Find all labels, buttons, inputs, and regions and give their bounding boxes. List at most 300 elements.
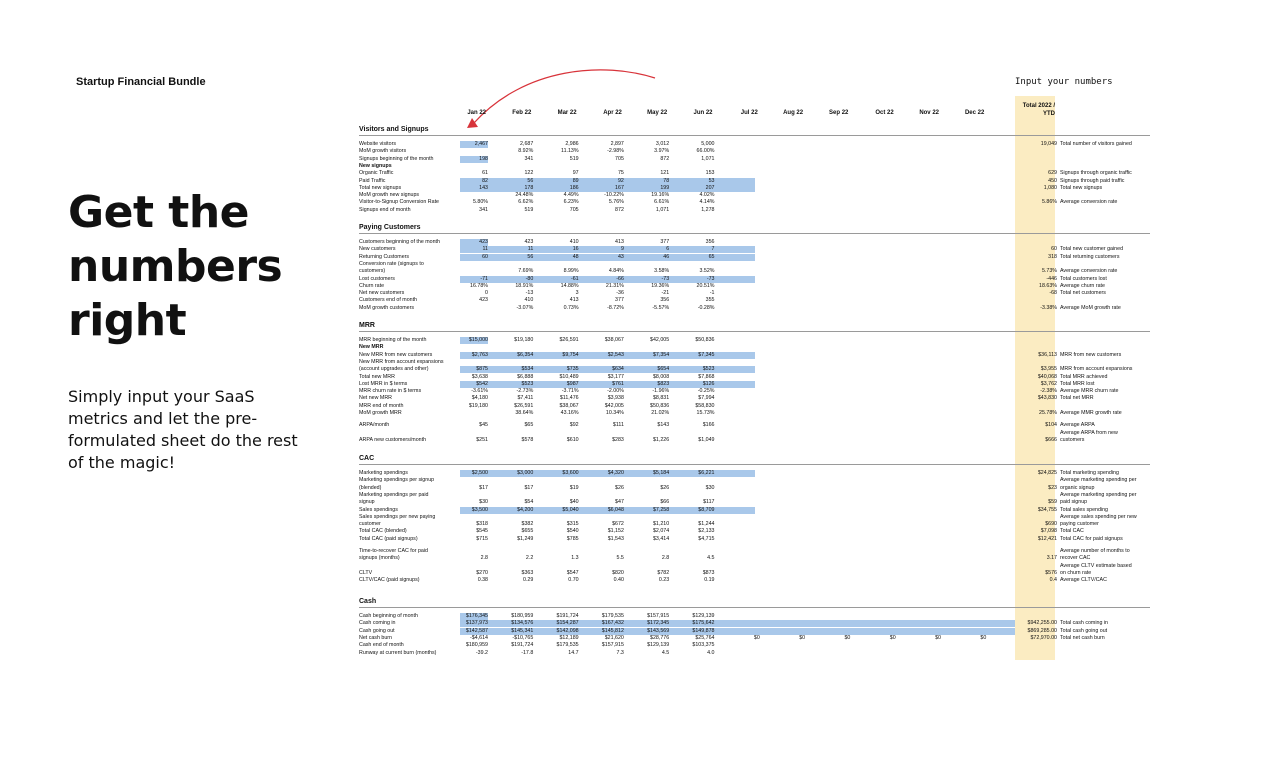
cell-value[interactable]: -80 — [525, 275, 534, 282]
row-label: Customers end of month — [359, 297, 417, 304]
cell-value: 6.62% — [518, 199, 534, 206]
cell-value: $26 — [615, 484, 624, 491]
cell-value: $11,476 — [559, 395, 579, 402]
cell-value: $3,414 — [652, 535, 670, 542]
cell-value: 21.31% — [605, 282, 624, 289]
cell-value[interactable]: 1,071 — [701, 155, 715, 162]
month-header: Aug 22 — [783, 110, 804, 116]
cell-value: 18.91% — [515, 282, 534, 289]
cell-value[interactable]: $634 — [612, 366, 624, 373]
cell-value: $45 — [479, 422, 488, 429]
row-label: Lost MRR in $ terms — [359, 380, 408, 387]
total-value: $869,285.00 — [1027, 627, 1057, 634]
cell-value: -8.72% — [607, 304, 624, 311]
section-title: Cash — [359, 598, 377, 605]
cell-value[interactable]: $175,642 — [692, 620, 715, 627]
section-rule — [359, 607, 1150, 608]
cell-value[interactable]: -73 — [706, 275, 715, 282]
cell-value: $545 — [476, 528, 488, 535]
cell-value: $58,830 — [695, 402, 715, 409]
cell-value[interactable]: $987 — [566, 380, 579, 387]
cell-value: $26 — [660, 484, 670, 491]
total-description: Signups through organic traffic — [1060, 170, 1132, 177]
row-label: Customers beginning of the month — [359, 239, 440, 245]
cell-value[interactable]: $142,587 — [465, 627, 488, 634]
cell-value: -2.00% — [607, 388, 624, 395]
row-label: Paid Traffic — [359, 177, 386, 184]
cell-value: $19,180 — [468, 402, 488, 409]
cell-value[interactable]: -66 — [616, 275, 624, 282]
cell-value: $270 — [476, 569, 488, 576]
cell-value: $40 — [569, 499, 579, 506]
total-value: $3,955 — [1040, 366, 1057, 373]
cell-value: $180,959 — [465, 642, 488, 649]
total-value: $40,068 — [1037, 373, 1057, 380]
cell-value[interactable]: $735 — [566, 366, 579, 373]
cell-value: -36 — [616, 290, 624, 297]
cell-value: $0 — [889, 634, 896, 641]
cell-value: -17.8 — [521, 649, 534, 656]
cell-value: 75 — [617, 170, 624, 177]
cell-value: $283 — [612, 436, 624, 443]
total-description: Average marketing spending per — [1060, 491, 1137, 498]
cell-value: $19 — [569, 484, 579, 491]
cell-value[interactable]: 53 — [708, 177, 715, 184]
total-description: Signups through paid traffic — [1060, 177, 1125, 184]
cell-value: $315 — [566, 521, 579, 528]
cell-value: -10.22% — [604, 192, 624, 199]
cell-value[interactable]: 423 — [524, 239, 534, 245]
section-rule — [359, 331, 1150, 332]
cell-value[interactable]: 43 — [617, 253, 624, 260]
cell-value[interactable]: $8,709 — [698, 506, 715, 513]
cell-value[interactable]: 11 — [482, 246, 488, 253]
total-value: $666 — [1045, 436, 1057, 443]
cell-value: 11.13% — [561, 148, 579, 155]
total-description: Total customers lost — [1060, 275, 1107, 282]
cell-value: $7,868 — [698, 373, 715, 380]
cell-value: $65 — [524, 422, 534, 429]
cell-value: $92 — [569, 422, 579, 429]
cell-value: $38,067 — [559, 402, 579, 409]
cell-value: 10.34% — [605, 410, 624, 416]
cell-value: 19.16% — [651, 192, 670, 199]
cell-value[interactable]: 2,897 — [610, 141, 624, 147]
cell-value[interactable]: $4,200 — [517, 506, 534, 513]
cell-value[interactable]: $823 — [657, 380, 670, 387]
cell-value: $8,008 — [652, 373, 670, 380]
row-label: (account upgrades and other) — [359, 366, 429, 373]
row-label: signups (months) — [359, 555, 400, 562]
cell-value[interactable]: $129,139 — [692, 613, 715, 619]
cell-value: 0 — [485, 290, 488, 297]
month-header: Dec 22 — [964, 110, 985, 116]
row-label: Churn rate — [359, 282, 385, 289]
row-label: MRR beginning of the month — [359, 337, 427, 343]
cell-value[interactable]: 65 — [708, 253, 715, 260]
total-description: Average CLTV/CAC — [1060, 577, 1107, 584]
cell-value[interactable]: $134,576 — [511, 620, 534, 627]
cell-value: $3,638 — [471, 373, 488, 380]
row-label: Net new MRR — [359, 395, 392, 402]
row-label: New signups — [359, 162, 392, 169]
row-label: Signups end of month — [359, 206, 411, 213]
cell-value: 6.61% — [654, 199, 670, 206]
cell-value[interactable]: $172,345 — [647, 620, 670, 627]
total-value: 60 — [1051, 246, 1057, 253]
cell-value[interactable]: $50,836 — [695, 337, 715, 343]
cell-value: 341 — [479, 206, 488, 213]
total-description: Total net cash burn — [1060, 634, 1105, 641]
cell-value[interactable]: $761 — [612, 380, 624, 387]
cell-value: $785 — [566, 535, 579, 542]
total-description: Average MRR churn rate — [1060, 388, 1119, 395]
section-title: Paying Customers — [359, 224, 421, 231]
cell-value: $1,543 — [607, 535, 624, 542]
cell-value[interactable]: 7 — [711, 246, 715, 253]
row-label: Cash end of month — [359, 642, 404, 649]
cell-value: $191,724 — [511, 642, 534, 649]
total-value: 3.17 — [1046, 555, 1057, 562]
cell-value[interactable]: $179,535 — [601, 613, 624, 619]
cell-value: $0 — [935, 634, 941, 641]
cell-value: $25,764 — [695, 634, 715, 641]
cell-value: 0.70 — [568, 577, 579, 584]
cell-value: -0.28% — [697, 304, 715, 311]
cell-value[interactable]: $3,600 — [562, 470, 579, 476]
cell-value: $117 — [703, 499, 715, 506]
section-rule — [359, 464, 1150, 465]
total-description: paying customer — [1060, 521, 1099, 528]
row-label: Total CAC (blended) — [359, 528, 407, 535]
cell-value[interactable]: -71 — [480, 275, 488, 282]
total-description: Total new customer gained — [1060, 246, 1124, 253]
row-label: Signups beginning of the month — [359, 155, 434, 162]
cell-value[interactable]: 705 — [615, 155, 624, 162]
cell-value[interactable]: 410 — [569, 239, 579, 245]
cell-value[interactable]: $523 — [521, 380, 534, 387]
cell-value: $3,938 — [607, 395, 624, 402]
cell-value: 97 — [572, 170, 579, 177]
cell-value[interactable]: $180,959 — [511, 613, 534, 619]
cell-value: $4,715 — [698, 535, 715, 542]
cell-value: 519 — [524, 206, 534, 213]
cell-value[interactable]: 167 — [615, 184, 624, 191]
cell-value: $873 — [702, 569, 715, 576]
cell-value[interactable]: $191,724 — [556, 613, 579, 619]
cell-value: 2.8 — [661, 555, 670, 562]
cell-value[interactable]: $2,763 — [471, 351, 488, 358]
cell-value[interactable]: 413 — [615, 239, 624, 245]
total-description: Total number of visitors gained — [1060, 141, 1132, 147]
cell-value[interactable]: 60 — [482, 253, 488, 260]
total-description: organic signup — [1060, 484, 1095, 491]
total-value: $24,825 — [1037, 470, 1057, 476]
cell-value[interactable]: $19,180 — [514, 337, 534, 343]
cell-value[interactable]: 89 — [572, 177, 579, 184]
cell-value[interactable]: 56 — [527, 253, 534, 260]
cell-value: -$10,765 — [512, 634, 534, 641]
cell-value[interactable]: 178 — [524, 184, 534, 191]
cell-value: $7,411 — [517, 395, 534, 402]
total-value: $36,113 — [1038, 351, 1057, 358]
cell-value[interactable]: 48 — [572, 253, 579, 260]
cell-value: -13 — [525, 290, 534, 297]
row-label: Visitor-to-Signup Conversion Rate — [359, 199, 439, 206]
cell-value[interactable]: 423 — [479, 239, 488, 245]
cell-value[interactable]: 82 — [482, 177, 488, 184]
total-description: Average conversion rate — [1060, 268, 1118, 275]
row-label: Conversion rate (signups to — [359, 260, 424, 267]
cell-value: $30 — [479, 499, 488, 506]
cell-value[interactable]: $523 — [702, 366, 715, 373]
cell-value: 43.16% — [560, 410, 579, 416]
month-header: Sep 22 — [829, 110, 849, 116]
cell-value[interactable]: 2,467 — [474, 141, 488, 147]
cell-value: $103,375 — [692, 642, 715, 649]
cell-value[interactable]: 78 — [663, 177, 670, 184]
cell-value: $2,133 — [698, 528, 715, 535]
cell-value[interactable]: $149,878 — [692, 627, 715, 634]
total-description: Total returning customers — [1060, 253, 1120, 260]
cell-value: 8.99% — [563, 268, 579, 275]
total-value: $3,762 — [1040, 380, 1057, 387]
row-label: Marketing spendings per paid — [359, 491, 429, 498]
cell-value[interactable]: $157,915 — [647, 613, 670, 619]
row-label: Net cash burn — [359, 634, 392, 641]
cell-value: $0 — [753, 634, 760, 641]
cell-value: -2.73% — [516, 388, 534, 395]
cell-value[interactable]: 207 — [705, 184, 715, 191]
cell-value[interactable]: 46 — [663, 253, 670, 260]
cell-value: $0 — [799, 634, 806, 641]
row-label: MoM growth customers — [359, 304, 415, 311]
total-description: recover CAC — [1060, 555, 1091, 562]
cell-value: -5.57% — [652, 304, 670, 311]
cell-value[interactable]: $6,354 — [517, 351, 534, 358]
total-description: Average number of months to — [1060, 548, 1130, 554]
cell-value[interactable]: $126 — [702, 380, 715, 387]
cell-value: 1,071 — [655, 206, 670, 213]
cell-value: $30 — [705, 484, 715, 491]
total-description: paid signup — [1060, 499, 1088, 506]
cell-value[interactable]: $7,354 — [652, 351, 670, 358]
total-description: Average MMR growth rate — [1060, 410, 1122, 416]
row-label: signup — [359, 499, 375, 506]
cell-value: $66 — [660, 499, 670, 506]
total-description: Total CAC — [1060, 528, 1084, 535]
cell-value[interactable]: $5,040 — [562, 506, 579, 513]
headline: Get the numbers right — [68, 187, 283, 346]
cell-value: 2.8 — [480, 555, 488, 562]
row-label: New MRR from account expansions — [359, 358, 444, 365]
cell-value: 5.5 — [616, 555, 624, 562]
cell-value[interactable]: 2,687 — [520, 141, 534, 147]
row-label: Website visitors — [359, 141, 396, 147]
cell-value[interactable]: 92 — [617, 177, 624, 184]
cell-value[interactable]: $137,973 — [465, 620, 488, 627]
cell-value: 7.3 — [616, 649, 624, 656]
cell-value[interactable]: $42,005 — [650, 337, 670, 343]
cell-value: $179,535 — [556, 642, 579, 649]
cell-value[interactable]: 198 — [479, 155, 488, 162]
cell-value[interactable]: 6 — [666, 246, 670, 253]
cell-value[interactable]: $875 — [476, 366, 488, 373]
cell-value[interactable]: 356 — [705, 239, 715, 245]
row-label: (blended) — [359, 484, 382, 491]
month-header: May 22 — [647, 110, 668, 116]
brand-title: Startup Financial Bundle — [76, 76, 206, 88]
cell-value[interactable]: $6,221 — [698, 470, 715, 476]
cell-value: 3.52% — [699, 268, 715, 275]
cell-value[interactable]: 11 — [527, 246, 534, 253]
total-value: $59 — [1048, 499, 1057, 506]
cell-value: $578 — [521, 436, 534, 443]
cell-value: -2.98% — [607, 148, 624, 155]
total-value: -68 — [1049, 290, 1057, 297]
total-description: Total net MRR — [1060, 395, 1094, 402]
cell-value[interactable]: $9,754 — [562, 351, 579, 358]
total-value: $72,970.00 — [1030, 634, 1057, 641]
month-header: Feb 22 — [512, 110, 532, 116]
cell-value: $547 — [566, 569, 579, 576]
cell-value[interactable]: $15,000 — [468, 337, 488, 343]
month-header: Nov 22 — [919, 110, 939, 116]
cell-value[interactable]: $38,067 — [604, 337, 624, 343]
row-label: Lost customers — [359, 275, 395, 282]
total-value: 318 — [1048, 253, 1057, 260]
cell-value: $28,776 — [650, 634, 670, 641]
cell-value: $715 — [476, 535, 488, 542]
total-description: Total cash going out — [1060, 627, 1108, 634]
cell-value: 15.73% — [696, 410, 715, 416]
cell-value[interactable]: $145,341 — [511, 627, 534, 634]
cell-value: $143 — [657, 422, 670, 429]
row-label: Sales spendings — [359, 506, 398, 513]
row-label: MoM growth MRR — [359, 410, 402, 416]
cell-value: $42,005 — [604, 402, 624, 409]
total-value: -3.38% — [1040, 304, 1057, 311]
cell-value[interactable]: 56 — [527, 177, 534, 184]
cell-value: $2,074 — [652, 528, 670, 535]
total-description: Average sales spending per new — [1060, 513, 1137, 520]
cell-value: $12,189 — [559, 634, 579, 641]
cell-value: 4.5 — [707, 555, 715, 562]
cell-value: 4.5 — [661, 649, 670, 656]
cell-value: 355 — [705, 297, 715, 304]
subtext: Simply input your SaaS metrics and let the pre-formulated sheet do the rest of the magic! — [68, 387, 298, 472]
cell-value: 0.38 — [477, 577, 488, 584]
cell-value[interactable]: 3,012 — [655, 141, 670, 147]
cell-value[interactable]: 5,000 — [701, 141, 715, 147]
cell-value[interactable]: $26,591 — [559, 337, 579, 343]
cell-value: 153 — [705, 170, 715, 177]
cell-value: $610 — [566, 436, 579, 443]
cell-value[interactable]: -73 — [661, 275, 670, 282]
cell-value[interactable]: $154,287 — [556, 620, 579, 627]
row-label: customer — [359, 521, 381, 528]
row-label: Net new customers — [359, 290, 405, 297]
cell-value: $1,249 — [517, 535, 534, 542]
month-header: Mar 22 — [557, 110, 577, 116]
cell-value[interactable]: $654 — [657, 366, 670, 373]
cell-value[interactable]: $7,258 — [652, 506, 670, 513]
cell-value[interactable]: 872 — [660, 155, 670, 162]
cell-value[interactable]: $2,500 — [471, 470, 488, 476]
cell-value: $17 — [479, 484, 488, 491]
cell-value: $318 — [476, 521, 488, 528]
cell-value: $7,994 — [698, 395, 715, 402]
total-description: on churn rate — [1060, 569, 1092, 576]
row-label: Runway at current burn (months) — [359, 649, 437, 656]
cell-value: -3.07% — [516, 304, 534, 311]
cell-value[interactable]: $142,098 — [556, 627, 579, 634]
cell-value[interactable]: $167,432 — [601, 620, 624, 627]
total-description: Total net customers — [1060, 290, 1106, 297]
cell-value: 4.0 — [707, 649, 715, 656]
cell-value[interactable]: -61 — [570, 275, 579, 282]
cell-value: 0.40 — [613, 577, 624, 584]
cell-value[interactable]: $3,000 — [517, 470, 534, 476]
cell-value: $54 — [524, 499, 534, 506]
cell-value[interactable]: 9 — [620, 246, 624, 253]
cell-value: $157,915 — [601, 642, 624, 649]
spreadsheet-preview — [355, 0, 1155, 760]
cell-value[interactable]: $5,184 — [652, 470, 670, 476]
cell-value: 413 — [569, 297, 579, 304]
row-label: Marketing spendings — [359, 470, 408, 476]
cell-value: -39.2 — [475, 649, 488, 656]
cell-value: 3 — [575, 290, 579, 297]
cell-value[interactable]: 143 — [479, 184, 488, 191]
cell-value[interactable]: $2,543 — [607, 351, 624, 358]
cell-value: -1.96% — [652, 388, 670, 395]
cell-value[interactable]: 199 — [660, 184, 670, 191]
cell-value[interactable]: $7,345 — [698, 351, 715, 358]
month-header: Jan 22 — [467, 110, 486, 116]
cell-value: $111 — [612, 422, 624, 429]
cell-value: $1,210 — [652, 521, 670, 528]
cell-value: $655 — [521, 528, 534, 535]
cell-value[interactable]: $3,500 — [471, 506, 488, 513]
cell-value: 8.92% — [518, 148, 534, 155]
row-label: MoM growth visitors — [359, 148, 407, 155]
cell-value[interactable]: $542 — [476, 380, 488, 387]
cell-value: $10,489 — [559, 373, 579, 380]
cell-value[interactable]: $143,569 — [647, 627, 670, 634]
cell-value[interactable]: $534 — [521, 366, 534, 373]
total-value: $34,755 — [1037, 506, 1057, 513]
cell-value[interactable]: 519 — [569, 155, 579, 162]
cell-value[interactable]: 2,986 — [565, 141, 579, 147]
row-label: Cash going out — [359, 627, 395, 634]
cell-value[interactable]: 377 — [660, 239, 670, 245]
cell-value[interactable]: 16 — [572, 246, 579, 253]
row-label: CLTV — [359, 569, 373, 576]
row-label: Total CAC (paid signups) — [359, 535, 418, 542]
cell-value[interactable]: $4,320 — [607, 470, 624, 476]
total-value: $7,098 — [1040, 528, 1057, 535]
cell-value[interactable]: $145,812 — [601, 627, 624, 634]
cell-value: $820 — [612, 569, 624, 576]
cell-value[interactable]: $6,048 — [607, 506, 624, 513]
cell-value: $8,831 — [652, 395, 670, 402]
cell-value: -3.61% — [471, 388, 488, 395]
cell-value[interactable]: $176,345 — [465, 613, 488, 619]
cell-value[interactable]: 186 — [569, 184, 579, 191]
total-description: MRR from account expansions — [1060, 366, 1133, 373]
cell-value[interactable]: 341 — [524, 155, 534, 162]
